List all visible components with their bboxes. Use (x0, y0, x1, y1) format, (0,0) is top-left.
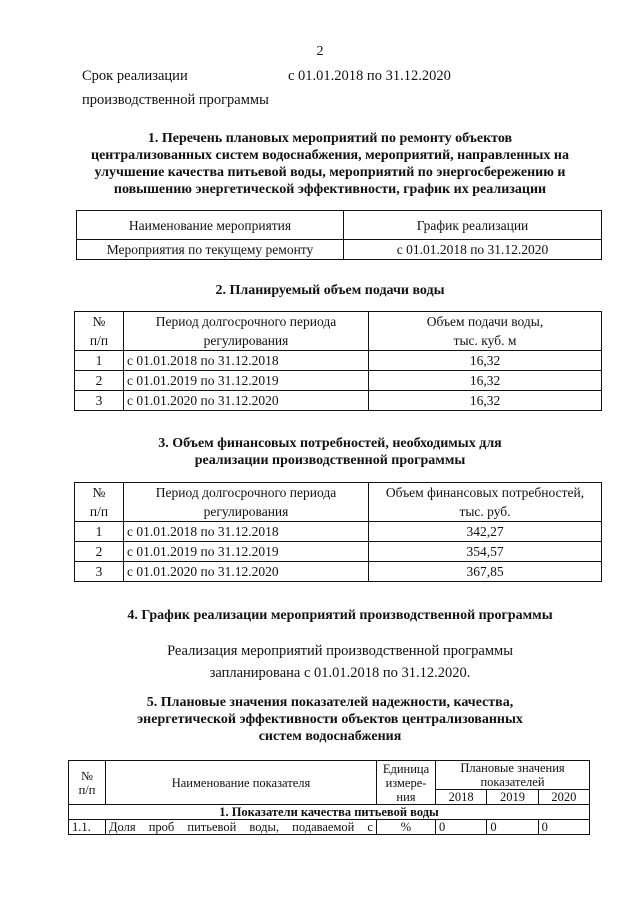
header-number-line: п/п (89, 333, 109, 348)
indicator-word: питьевой (187, 820, 237, 834)
section2-table (74, 311, 602, 411)
header-financial (369, 483, 602, 522)
row-volume: 16,32 (369, 371, 602, 391)
header-year: 2019 (487, 790, 538, 805)
section5-title-line: энергетической эффективности объектов централизованных (137, 712, 523, 727)
header-period-line: регулирования (203, 333, 289, 348)
section3-title-line: 3. Объем финансовых потребностей, необходимых для (158, 436, 502, 451)
header-unit-line: Единица (382, 761, 430, 776)
header-volume (369, 312, 602, 351)
row-period: с 01.01.2019 по 31.12.2019 (124, 542, 369, 562)
row-number: 1.1. (69, 820, 106, 835)
row-financial: 354,57 (369, 542, 602, 562)
section2-title: 2. Планируемый объем подачи воды (215, 283, 445, 298)
section3-table (74, 482, 602, 582)
row-value-2018: 0 (436, 820, 487, 835)
page-number: 2 (316, 44, 324, 59)
header-year: 2020 (538, 790, 589, 805)
subsection-title: 1. Показатели качества питьевой воды (69, 805, 590, 820)
table-row (77, 240, 602, 260)
term-value: с 01.01.2018 по 31.12.2020 (288, 68, 451, 84)
header-volume-line: Объем подачи воды, (426, 314, 544, 329)
section1-title-line: централизованных систем водоснабжения, мероприятий, направленных на (91, 148, 569, 163)
row-period: с 01.01.2020 по 31.12.2020 (124, 391, 369, 411)
term-label-line1: Срок реализации (82, 68, 188, 84)
row-number: 1 (75, 351, 124, 371)
header-number-line: № (92, 485, 106, 500)
section4-title: 4. График реализации мероприятий производственной программы (127, 608, 553, 623)
row-period: с 01.01.2020 по 31.12.2020 (124, 562, 369, 582)
section5-title-line: систем водоснабжения (258, 729, 402, 744)
row-financial: 367,85 (369, 562, 602, 582)
header-period (124, 483, 369, 522)
indicator-word: Доля (109, 820, 136, 834)
schedule-cell: с 01.01.2018 по 31.12.2020 (344, 240, 602, 260)
header-plan-values (436, 761, 590, 790)
header-unit-line: ния (396, 789, 416, 804)
row-period: с 01.01.2018 по 31.12.2018 (124, 522, 369, 542)
section5-table (68, 760, 590, 835)
subsection-row (69, 805, 590, 820)
table-header-row (77, 211, 602, 240)
indicator-word: воды, (249, 820, 279, 834)
row-indicator-name (106, 820, 377, 835)
header-financial-line: тыс. руб. (459, 504, 511, 519)
row-period: с 01.01.2018 по 31.12.2018 (124, 351, 369, 371)
section1-title-line: 1. Перечень плановых мероприятий по ремонту объектов (147, 131, 513, 146)
row-unit: % (377, 820, 436, 835)
section4-text-line: запланирована с 01.01.2018 по 31.12.2020. (209, 665, 471, 681)
indicator-word: с (367, 820, 373, 834)
section4-text-line: Реализация мероприятий производственной программы (167, 643, 513, 659)
row-value-2020: 0 (538, 820, 589, 835)
header-period-line: Период долгосрочного периода (155, 314, 337, 329)
header-period-line: регулирования (203, 504, 289, 519)
table-row (75, 522, 602, 542)
header-volume-line: тыс. куб. м (453, 333, 517, 348)
section5-title-line: 5. Плановые значения показателей надежности, качества, (146, 695, 514, 710)
section1-title-line: улучшение качества питьевой воды, мероприятий по энергосбережению и (94, 165, 566, 180)
header-indicator-name: Наименование показателя (106, 761, 377, 805)
term-label (82, 64, 269, 112)
table-row (75, 562, 602, 582)
header-number-line: п/п (89, 504, 109, 519)
row-number: 2 (75, 542, 124, 562)
table-row (75, 371, 602, 391)
header-number-line: № (81, 768, 93, 783)
row-number: 2 (75, 371, 124, 391)
table-row (69, 820, 590, 835)
section3-title-line: реализации производственной программы (194, 453, 466, 468)
row-number: 1 (75, 522, 124, 542)
header-plan-line: Плановые значения (460, 761, 565, 775)
section1-title (60, 130, 600, 198)
row-volume: 16,32 (369, 391, 602, 411)
section1-title-line: повышению энергетической эффективности, график их реализации (113, 182, 547, 197)
header-schedule: График реализации (344, 211, 602, 240)
header-number-line: № (92, 314, 106, 329)
table-header-row (75, 312, 602, 351)
row-period: с 01.01.2019 по 31.12.2019 (124, 371, 369, 391)
measure-name-cell: Мероприятия по текущему ремонту (77, 240, 344, 260)
table-row (75, 351, 602, 371)
indicator-word: проб (148, 820, 175, 834)
header-unit-line: измере- (385, 775, 427, 790)
row-financial: 342,27 (369, 522, 602, 542)
row-number: 3 (75, 562, 124, 582)
row-volume: 16,32 (369, 351, 602, 371)
header-year: 2018 (436, 790, 487, 805)
header-financial-line: Объем финансовых потребностей, (385, 485, 585, 500)
header-plan-line: показателей (480, 775, 545, 789)
section3-title (60, 435, 600, 469)
header-number (75, 483, 124, 522)
term-label-line2: производственной программы (82, 92, 269, 108)
section1-table (76, 210, 602, 260)
header-measure-name: Наименование мероприятия (77, 211, 344, 240)
section4-text (0, 640, 640, 684)
header-number (75, 312, 124, 351)
header-unit (377, 761, 436, 805)
table-row (75, 542, 602, 562)
table-header-row (69, 761, 590, 790)
section5-title (60, 694, 600, 745)
table-header-row (75, 483, 602, 522)
row-value-2019: 0 (487, 820, 538, 835)
header-number-line: п/п (78, 782, 96, 797)
indicator-word: подаваемой (292, 820, 355, 834)
header-period-line: Период долгосрочного периода (155, 485, 337, 500)
header-number (69, 761, 106, 805)
header-period (124, 312, 369, 351)
indicator-name-words (109, 820, 373, 834)
table-row (75, 391, 602, 411)
row-number: 3 (75, 391, 124, 411)
